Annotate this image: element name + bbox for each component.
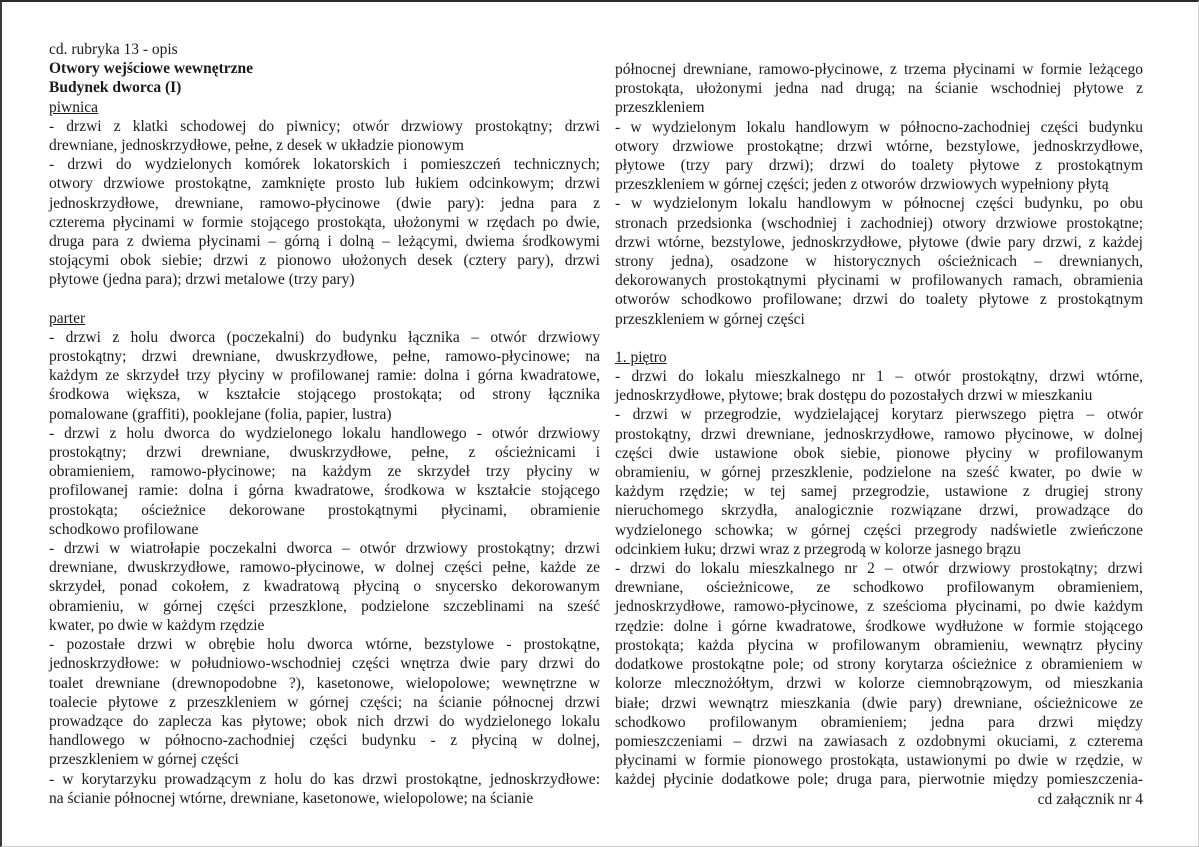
text-line: jednoskrzydłowe, płytowe; brak dostępu do pozostałych drzwi w mieszkaniu: [615, 387, 1093, 405]
text-line: przeszkleniem w górnej części: [615, 310, 805, 328]
text-line: prowadzące do zaplecza kas płytowe; obok nich drzwi do wydzielonego lokalu: [49, 712, 600, 730]
text-line: każdym ze skrzydeł trzy płyciny w profilowanej ramie: dolna i górna kwadratowe,: [49, 367, 600, 385]
text-line: schodkowo profilowanym obramieniem; jedna para drzwi między: [615, 713, 1143, 731]
paragraph-gap: [49, 290, 600, 309]
text-line: dodatkowe prostokątne pole; od strony korytarza ościeżnice z obramieniem w: [615, 656, 1143, 674]
right-column: [615, 60, 1143, 809]
text-line: - w wydzielonym lokalu handlowym w północno-zachodniej części budynku: [615, 118, 1143, 136]
text-line: prostokąta; każda płycina w profilowanym obramieniu, wewnątrz płyciny: [615, 636, 1143, 654]
text-line: obramieniu, w górnej przeszklenie, podzielone na sześć kwater, po dwie w: [615, 464, 1143, 482]
text-line: pomalowane (graffiti), pooklejane (folia, papier, lustra): [49, 405, 392, 423]
continuation-note: cd załącznik nr 4: [1037, 790, 1143, 808]
floor-subheading: piwnica: [49, 98, 99, 116]
text-line: stronach przedsionka (wschodniej i zachodniej) otwory drzwiowe prostokątne;: [615, 214, 1143, 232]
text-line: - drzwi z holu dworca do wydzielonego lokalu handlowego - otwór drzwiowy: [49, 424, 600, 442]
text-line: na ścianie północnej wtórne, drewniane, kasetonowe, wielopolowe; na ścianie: [49, 789, 534, 807]
text-line: otwory drzwiowe prostokątne; drzwi wtórne, bezstylowe, jednoskrzydłowe,: [615, 137, 1143, 155]
section-heading: Budynek dworca (I): [49, 79, 182, 97]
text-line: prostokąta; ościeżnice dekorowane prostokątnymi płycinami, obramienie: [49, 501, 600, 519]
text-line: - drzwi w wiatrołapie poczekalni dworca – otwór drzwiowy prostokątny; drzwi: [49, 540, 600, 558]
text-line: stojącymi obok siebie; drzwi z pionowo ułożonych desek (cztery pary), drzwi: [49, 252, 600, 270]
floor-subheading: 1. piętro: [615, 348, 667, 366]
text-line: schodkowo profilowane: [49, 520, 199, 538]
text-line: odcinkiem łuku; drzwi wraz z przegrodą w kolorze jasnego brązu: [615, 540, 1021, 558]
text-line: płytowe (jedna para); drzwi metalowe (trzy pary): [49, 271, 355, 289]
text-line: środkowa większa, w kształcie stojącego prostokąta; od strony łącznika: [49, 386, 600, 404]
text-line: strony jedna), osadzone w historycznych ościeżnicach – drewnianych,: [615, 253, 1143, 271]
text-line: pomieszczeniami – drzwi na zawiasach z ozdobnymi okuciami, z czterema: [615, 732, 1143, 750]
text-line: każdej płycinie dodatkowe pole; druga para, pierwotnie między pomieszczenia-: [615, 771, 1143, 789]
text-line: przeszkleniem: [615, 99, 705, 117]
paragraph-gap: [615, 329, 1143, 348]
text-line: jednoskrzydłowe, ramowo-płycinowe, z sześcioma płycinami, po dwie każdym: [615, 598, 1143, 616]
text-line: drewniane, dwuskrzydłowe, ramowo-płycinowe, w dolnej części pełne, każde ze: [49, 559, 600, 577]
text-line: otwory drzwiowe prostokątne, zamknięte prosto lub łukiem odcinkowym; drzwi: [49, 175, 600, 193]
text-line: - drzwi z klatki schodowej do piwnicy; otwór drzwiowy prostokątny; drzwi: [49, 117, 600, 135]
text-line: toalet drewniane (drewnopodobne ?), kasetonowe, wielopolowe; wewnętrzne w: [49, 674, 600, 692]
text-line: drewniane, jednoskrzydłowe, pełne, z desek w układzie pionowym: [49, 137, 464, 155]
text-line: części dwie ustawione obok siebie, pionowe płyciny w profilowanym: [615, 444, 1143, 462]
text-line: - drzwi w przegrodzie, wydzielającej korytarz pierwszego piętra – otwór: [615, 406, 1143, 424]
text-line: płycinami w formie pionowego prostokąta, ustawionymi po dwie w rzędzie, w: [615, 752, 1143, 770]
text-line: skrzydeł, ponad cokołem, z kwadratową płyciną o snycersko dekorowanym: [49, 578, 600, 596]
text-line: drewniane, ościeżnicowe, ze schodkowo profilowanym obramieniem,: [615, 579, 1143, 597]
text-line: północnej drewniane, ramowo-płycinowe, z trzema płycinami w formie leżącego: [615, 61, 1143, 78]
text-line: prostokąta, ułożonymi jedna nad drugą; na ścianie wschodniej płytowe z: [615, 80, 1143, 98]
text-line: - drzwi do lokalu mieszkalnego nr 2 – otwór drzwiowy prostokątny; drzwi: [615, 560, 1143, 578]
text-line: profilowanej ramie: dolna i górna kwadratowe, środkowa w kształcie stojącego: [49, 482, 600, 500]
text-line: toalecie płytowe z przeszkleniem w górnej części; na ścianie północnej drzwi: [49, 693, 600, 711]
text-line: prostokątny; drzwi drewniane, dwuskrzydłowe, pełne, z ościeżnicami i: [49, 444, 600, 462]
text-line: prostokątny; drzwi drewniane, dwuskrzydłowe, pełne, ramowo-płycinowe; na: [49, 348, 600, 366]
text-line: jednoskrzydłowe: w południowo-wschodniej części wnętrza dwie pary drzwi do: [49, 655, 600, 673]
text-line: przeszkleniem w górnej części: [49, 751, 239, 769]
left-column: [49, 40, 600, 808]
text-line: rzędzie: dolne i górne kwadratowe, środkowe wydłużone w formie stojącego: [615, 617, 1143, 635]
text-line: otworów schodkowo profilowane; drzwi do toalety płytowe z prostokątnym: [615, 291, 1143, 309]
text-line: prostokątny, drzwi drewniane, jednoskrzydłowe, ramowo płycinowe, w dolnej: [615, 425, 1143, 443]
text-line: przeszkleniem w górnej części; jeden z otworów drzwiowych wypełniony płytą: [615, 176, 1109, 194]
text-line: białe; drzwi wewnątrz mieszkania (dwie pary) drewniane, ościeżnicowe ze: [615, 694, 1143, 712]
text-line: płytowe (trzy pary drzwi); drzwi do toalety płytowe z prostokątnym: [615, 157, 1143, 175]
text-line: nieruchomego skrzydła, analogicznie rozwiązane drzwi, prowadzące do: [615, 502, 1143, 520]
text-line: - w korytarzyku prowadzącym z holu do kas drzwi prostokątne, jednoskrzydłowe:: [49, 770, 600, 788]
text-line: kwater, po dwie w każdym rzędzie: [49, 616, 265, 634]
text-line: obramieniem, ramowo-płycinowe; na każdym ze skrzydeł trzy płyciny w: [49, 463, 600, 481]
section-heading: Otwory wejściowe wewnętrzne: [49, 60, 254, 78]
text-line: każdym rzędzie; w tej samej przegrodzie, ustawione z drugiej strony: [615, 483, 1143, 501]
text-line: - drzwi z holu dworca (poczekalni) do budynku łącznika – otwór drzwiowy: [49, 328, 600, 346]
text-line: - drzwi do wydzielonych komórek lokatorskich i pomieszczeń technicznych;: [49, 156, 600, 174]
text-line: jednoskrzydłowe, drewniane, ramowo-płycinowe (dwie pary): jedna para z: [49, 194, 600, 212]
text-line: wydzielonego schowka; w górnej części przegrody nadświetle zwieńczone: [615, 521, 1143, 539]
text-line: cd. rubryka 13 - opis: [49, 41, 178, 58]
text-line: - pozostałe drzwi w obrębie holu dworca wtórne, bezstylowe - prostokątne,: [49, 636, 600, 654]
text-line: czterema płycinami w formie stojącego prostokąta, ułożonymi w rzędach po dwie,: [49, 213, 600, 231]
text-line: dekorowanych prostokątnymi płycinami w profilowanych ramach, obramienia: [615, 272, 1143, 290]
text-line: handlowego w północno-zachodniej części budynku - z płyciną w dolnej,: [49, 732, 600, 750]
text-line: druga para z dwiema płycinami – górną i dolną – leżącymi, dwiema środkowymi: [49, 233, 600, 251]
text-line: obramieniu, w górnej części przeszklone, podzielone szczeblinami na sześć: [49, 597, 600, 615]
floor-subheading: parter: [49, 309, 86, 327]
text-line: kolorze mlecznożółtym, drzwi w kolorze ciemnobrązowym, od mieszkania: [615, 675, 1143, 693]
text-line: drzwi wtórne, bezstylowe, jednoskrzydłowe, płytowe (dwie pary drzwi, z każdej: [615, 233, 1143, 251]
text-line: - drzwi do lokalu mieszkalnego nr 1 – otwór prostokątny, drzwi wtórne,: [615, 368, 1143, 386]
text-line: - w wydzielonym lokalu handlowym w północnej części budynku, po obu: [615, 195, 1143, 213]
